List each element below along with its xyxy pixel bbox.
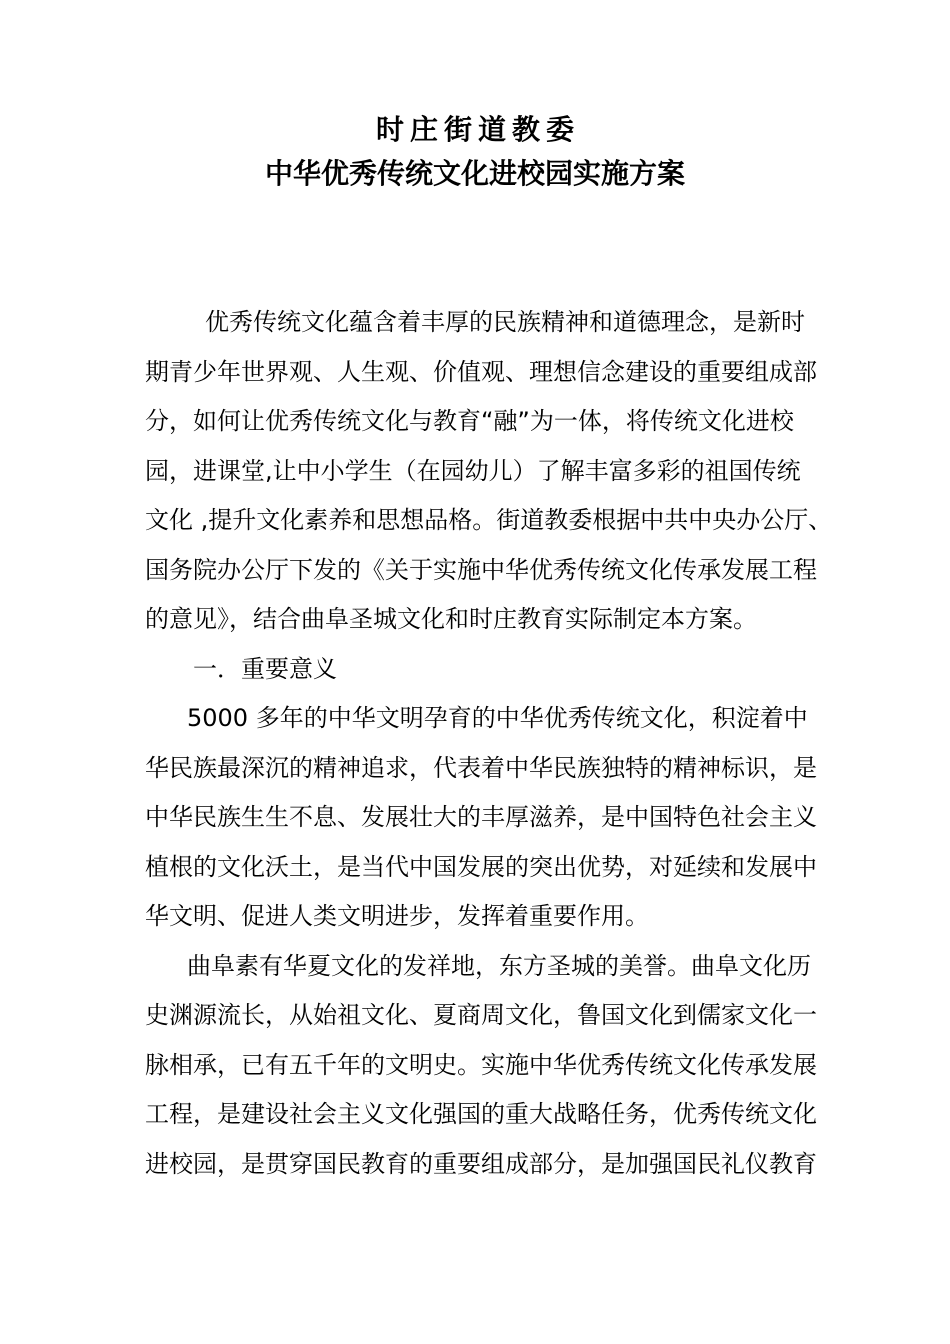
paragraph-line: 华文明、促进人类文明进步，发挥着重要作用。 — [145, 902, 649, 930]
document-title-line2: 中华优秀传统文化进校园实施方案 — [264, 157, 685, 190]
paragraph-line: 的意见》，结合曲阜圣城文化和时庄教育实际制定本方案。 — [145, 605, 757, 633]
paragraph-line: 园，进课堂,让中小学生（在园幼儿）了解丰富多彩的祖国传统 — [145, 456, 801, 485]
paragraph-line: 中华民族生生不息、发展壮大的丰厚滋养，是中国特色社会主义 — [145, 803, 817, 831]
paragraph-line: 工程，是建设社会主义文化强国的重大战略任务，优秀传统文化 — [145, 1100, 817, 1128]
paragraph-line: 国务院办公厅下发的《关于实施中华优秀传统文化传承发展工程 — [145, 555, 817, 584]
section-heading: 一．重要意义 — [193, 654, 337, 683]
paragraph-line: 植根的文化沃土，是当代中国发展的突出优势，对延续和发展中 — [145, 852, 817, 881]
paragraph-line: 文化 ,提升文化素养和思想品格。街道教委根据中共中央办公厅、 — [145, 506, 833, 534]
paragraph-line: 曲阜素有华夏文化的发祥地，东方圣城的美誉。曲阜文化历 — [187, 951, 811, 980]
document-title-line1: 时庄街道教委 — [375, 113, 580, 146]
paragraph-line: 优秀传统文化蕴含着丰厚的民族精神和道德理念，是新时 — [205, 308, 805, 336]
paragraph-line: 分，如何让优秀传统文化与教育“融”为一体，将传统文化进校 — [145, 407, 794, 435]
paragraph-line: 进校园，是贯穿国民教育的重要组成部分，是加强国民礼仪教育 — [145, 1149, 817, 1178]
paragraph-line: 脉相承，已有五千年的文明史。实施中华优秀传统文化传承发展 — [145, 1050, 817, 1079]
paragraph-line: 史渊源流长，从始祖文化、夏商周文化，鲁国文化到儒家文化一 — [145, 1001, 817, 1029]
paragraph-line: 期青少年世界观、人生观、价值观、理想信念建设的重要组成部 — [145, 357, 817, 386]
paragraph-line: 5000 多年的中华文明孕育的中华优秀传统文化，积淀着中 — [187, 704, 808, 732]
title-block — [0, 108, 950, 196]
document-body — [145, 298, 833, 1189]
paragraph-line: 华民族最深沉的精神追求，代表着中华民族独特的精神标识，是 — [145, 753, 817, 782]
